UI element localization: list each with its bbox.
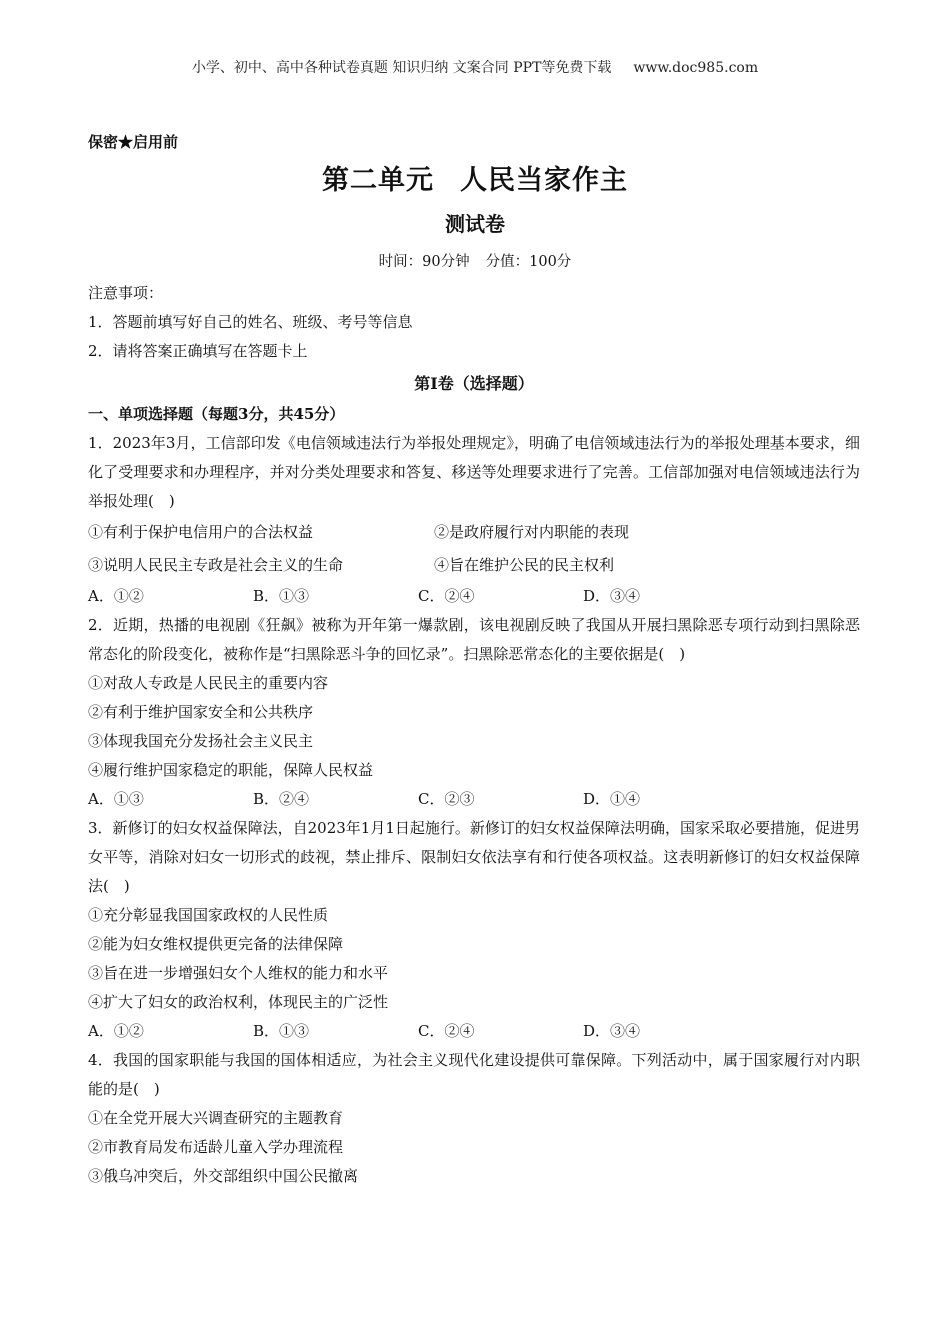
statement-item: ③旨在进一步增强妇女个人维权的能力和水平 <box>88 964 389 982</box>
option-d[interactable]: D．③④ <box>583 1022 641 1040</box>
option-a[interactable]: A．①③ <box>88 790 144 808</box>
option-d[interactable]: D．③④ <box>583 587 641 605</box>
answer-options <box>88 582 860 611</box>
statement-item: ③说明人民民主专政是社会主义的生命 <box>88 556 344 574</box>
option-c[interactable]: C．②④ <box>418 1022 475 1040</box>
question-stem: 3．新修订的妇女权益保障法，自2023年1月1日起施行。新修订的妇女权益保障法明确，国家采取必要措施，促进男女平等，消除对妇女一切形式的歧视，禁止排斥、限制妇女依法享有和行使各项权益。这表明新修订的妇女权益保障法( ) <box>88 819 860 895</box>
time-limit: 时间：90分钟 <box>378 254 470 270</box>
score-total: 分值：100分 <box>485 254 572 270</box>
answer-options <box>88 1017 860 1046</box>
notes-heading: 注意事项： <box>88 284 164 302</box>
note-item: 2．请将答案正确填写在答题卡上 <box>88 342 308 360</box>
statement-item: ②市教育局发布适龄儿童入学办理流程 <box>88 1138 344 1156</box>
page-header <box>0 57 950 77</box>
option-c[interactable]: C．②④ <box>418 587 475 605</box>
statement-item: ④旨在维护公民的民主权利 <box>434 556 615 574</box>
statement-row <box>88 549 860 582</box>
question-stem: 4．我国的国家职能与我国的国体相适应，为社会主义现代化建设提供可靠保障。下列活动中，属于国家履行对内职能的是( ) <box>88 1051 860 1098</box>
option-d[interactable]: D．①④ <box>583 790 641 808</box>
answer-options <box>88 785 860 814</box>
header-url[interactable]: www.doc985.com <box>633 60 759 76</box>
statement-item: ③体现我国充分发扬社会主义民主 <box>88 732 314 750</box>
header-text: 小学、初中、高中各种试卷真题 知识归纳 文案合同 PPT等免费下载 <box>191 60 612 76</box>
statement-item: ②能为妇女维权提供更完备的法律保障 <box>88 935 344 953</box>
option-b[interactable]: B．②④ <box>253 790 310 808</box>
question-stem: 2．近期，热播的电视剧《狂飙》被称为开年第一爆款剧，该电视剧反映了我国从开展扫黑除恶专项行动到扫黑除恶常态化的阶段变化，被称作是“扫黑除恶斗争的回忆录”。扫黑除恶常态化的主要依据是( ) <box>88 616 860 663</box>
confidential-mark: 保密★启用前 <box>88 133 179 151</box>
option-b[interactable]: B．①③ <box>253 587 310 605</box>
statement-item: ③俄乌冲突后，外交部组织中国公民撤离 <box>88 1167 359 1185</box>
statement-item: ①在全党开展大兴调查研究的主题教育 <box>88 1109 344 1127</box>
title-part2: 人民当家作主 <box>460 165 628 196</box>
question-stem: 1．2023年3月，工信部印发《电信领域违法行为举报处理规定》，明确了电信领域违法行为的举报处理基本要求，细化了受理要求和办理程序，并对分类处理要求和答复、移送等处理要求进行了完善。工信部加强对电信领域违法行为举报处理( ) <box>88 434 860 510</box>
statement-item: ②是政府履行对内职能的表现 <box>434 523 630 541</box>
title-part1: 第二单元 <box>322 165 434 196</box>
statement-item: ④扩大了妇女的政治权利，体现民主的广泛性 <box>88 993 389 1011</box>
page-subtitle: 测试卷 <box>445 212 505 236</box>
option-b[interactable]: B．①③ <box>253 1022 310 1040</box>
statement-item: ①有利于保护电信用户的合法权益 <box>88 523 314 541</box>
statement-item: ②有利于维护国家安全和公共秩序 <box>88 703 314 721</box>
statement-row <box>88 516 860 549</box>
statement-item: ①充分彰显我国国家政权的人民性质 <box>88 906 329 924</box>
part-heading: 一、单项选择题（每题3分，共45分） <box>88 405 345 423</box>
statement-item: ①对敌人专政是人民民主的重要内容 <box>88 674 329 692</box>
note-item: 1．答题前填写好自己的姓名、班级、考号等信息 <box>88 313 413 331</box>
section-title: 第I卷（选择题） <box>414 374 534 393</box>
option-a[interactable]: A．①② <box>88 587 144 605</box>
exam-body <box>88 279 860 1191</box>
option-c[interactable]: C．②③ <box>418 790 475 808</box>
option-a[interactable]: A．①② <box>88 1022 144 1040</box>
time-info <box>0 250 950 271</box>
statement-item: ④履行维护国家稳定的职能，保障人民权益 <box>88 761 374 779</box>
page-title <box>0 158 950 197</box>
